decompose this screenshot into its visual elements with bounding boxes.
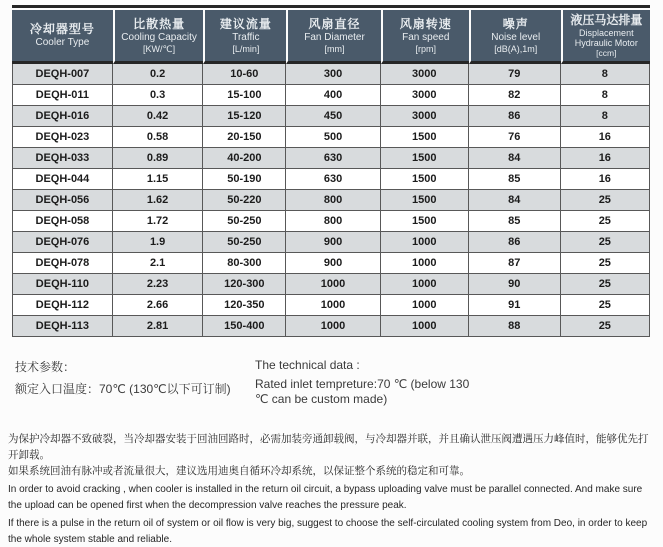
table-row xyxy=(12,169,650,190)
value-cell: 8 xyxy=(561,64,650,85)
value-cell: 1.15 xyxy=(113,169,204,190)
value-cell: 8 xyxy=(561,85,650,106)
value-cell: 25 xyxy=(561,232,650,253)
column-header-en: Noise level xyxy=(491,31,541,43)
value-cell: 84 xyxy=(469,148,561,169)
value-cell: 300 xyxy=(286,64,380,85)
column-header-unit: [mm] xyxy=(324,43,345,54)
note-en-line1: In order to avoid cracking , when cooler is installed in the return oil circuit, a bypass uploading valve must be parallel connected. And make sure the upload can be opened first when the decompression valve reaches the pressure peak. xyxy=(8,484,643,511)
value-cell: 50-250 xyxy=(203,211,286,232)
value-cell: 120-300 xyxy=(203,274,286,295)
value-cell: 84 xyxy=(469,190,561,211)
value-cell: 1000 xyxy=(381,316,469,337)
value-cell: 0.42 xyxy=(113,106,204,127)
value-cell: 1.62 xyxy=(113,190,204,211)
value-cell: 85 xyxy=(469,211,561,232)
model-cell: DEQH-016 xyxy=(12,106,113,127)
value-cell: 85 xyxy=(469,169,561,190)
note-zh-line1: 为保护冷却器不致破裂，当冷却器安装于回油回路时，必需加装旁通卸载阀，与冷却器并联，并且确认泄压阀遭遇压力峰值时，能够优先打开卸载。 xyxy=(8,433,649,461)
value-cell: 0.2 xyxy=(113,64,204,85)
note-zh-line2: 如果系统回油有脉冲或者流量很大，建议选用迪奥自循环冷却系统，以保证整个系统的稳定和可靠。 xyxy=(8,465,470,477)
column-header-zh: 冷却器型号 xyxy=(29,22,95,36)
value-cell: 2.66 xyxy=(113,295,204,316)
value-cell: 50-250 xyxy=(203,232,286,253)
table-row xyxy=(12,127,650,148)
value-cell: 79 xyxy=(469,64,561,85)
value-cell: 16 xyxy=(561,169,650,190)
value-cell: 87 xyxy=(469,253,561,274)
value-cell: 86 xyxy=(469,232,561,253)
value-cell: 80-300 xyxy=(203,253,286,274)
column-header-zh: 风扇直径 xyxy=(308,16,361,31)
table-header-row xyxy=(12,10,650,64)
value-cell: 1.9 xyxy=(113,232,204,253)
model-cell: DEQH-007 xyxy=(12,64,113,85)
tech-params-line-zh: 额定入口温度：70℃ (130℃以下可订制) xyxy=(15,382,231,396)
value-cell: 400 xyxy=(286,85,380,106)
value-cell: 15-120 xyxy=(203,106,286,127)
value-cell: 20-150 xyxy=(203,127,286,148)
value-cell: 86 xyxy=(469,106,561,127)
value-cell: 16 xyxy=(561,127,650,148)
model-cell: DEQH-058 xyxy=(12,211,113,232)
value-cell: 76 xyxy=(469,127,561,148)
tech-params-line-en: Rated inlet tempreture:70 ℃ (below 130 ℃ can be custom made) xyxy=(255,377,470,406)
column-header-unit: [dB(A),1m] xyxy=(494,43,538,54)
tech-params-zh xyxy=(15,358,255,407)
value-cell: 1000 xyxy=(381,253,469,274)
value-cell: 25 xyxy=(561,211,650,232)
value-cell: 1000 xyxy=(381,232,469,253)
column-header-zh: 噪声 xyxy=(502,16,529,31)
value-cell: 3000 xyxy=(381,64,469,85)
value-cell: 16 xyxy=(561,148,650,169)
column-header-unit: [KW/℃] xyxy=(143,43,176,54)
table-row xyxy=(12,64,650,85)
value-cell: 1500 xyxy=(381,127,469,148)
tech-params-en xyxy=(255,358,495,407)
table-row xyxy=(12,211,650,232)
table-row xyxy=(12,148,650,169)
value-cell: 1000 xyxy=(286,316,380,337)
model-cell: DEQH-056 xyxy=(12,190,113,211)
column-header-6 xyxy=(561,10,650,64)
value-cell: 630 xyxy=(286,148,380,169)
value-cell: 0.3 xyxy=(113,85,204,106)
value-cell: 900 xyxy=(286,232,380,253)
value-cell: 50-220 xyxy=(203,190,286,211)
value-cell: 25 xyxy=(561,274,650,295)
value-cell: 500 xyxy=(286,127,380,148)
model-cell: DEQH-044 xyxy=(12,169,113,190)
table-row xyxy=(12,106,650,127)
model-cell: DEQH-113 xyxy=(12,316,113,337)
model-cell: DEQH-076 xyxy=(12,232,113,253)
value-cell: 50-190 xyxy=(203,169,286,190)
value-cell: 2.23 xyxy=(113,274,204,295)
value-cell: 1000 xyxy=(381,274,469,295)
value-cell: 88 xyxy=(469,316,561,337)
tech-params-title-en: The technical data : xyxy=(255,358,360,372)
table-top-border xyxy=(12,5,650,8)
value-cell: 1500 xyxy=(381,190,469,211)
table-row xyxy=(12,232,650,253)
column-header-1 xyxy=(113,10,204,64)
value-cell: 120-350 xyxy=(203,295,286,316)
value-cell: 1000 xyxy=(381,295,469,316)
column-header-3 xyxy=(286,10,380,64)
value-cell: 800 xyxy=(286,190,380,211)
value-cell: 1500 xyxy=(381,169,469,190)
column-header-en: Cooling Capacity xyxy=(121,31,197,43)
value-cell: 2.81 xyxy=(113,316,204,337)
column-header-en: Cooler Type xyxy=(35,37,90,48)
value-cell: 90 xyxy=(469,274,561,295)
value-cell: 8 xyxy=(561,106,650,127)
value-cell: 10-60 xyxy=(203,64,286,85)
value-cell: 25 xyxy=(561,190,650,211)
cooler-spec-table xyxy=(12,10,650,337)
model-cell: DEQH-023 xyxy=(12,127,113,148)
model-cell: DEQH-110 xyxy=(12,274,113,295)
value-cell: 1500 xyxy=(381,148,469,169)
column-header-en: Fan speed xyxy=(402,31,450,43)
value-cell: 40-200 xyxy=(203,148,286,169)
table-row xyxy=(12,253,650,274)
value-cell: 25 xyxy=(561,295,650,316)
column-header-0 xyxy=(12,10,113,64)
table-row xyxy=(12,316,650,337)
model-cell: DEQH-078 xyxy=(12,253,113,274)
column-header-4 xyxy=(381,10,469,64)
value-cell: 1000 xyxy=(286,274,380,295)
value-cell: 25 xyxy=(561,253,650,274)
column-header-en: Traffic xyxy=(232,31,260,43)
value-cell: 1000 xyxy=(286,295,380,316)
value-cell: 1.72 xyxy=(113,211,204,232)
column-header-2 xyxy=(203,10,286,64)
tech-params-section xyxy=(15,358,645,407)
column-header-unit: [rpm] xyxy=(415,43,437,54)
value-cell: 3000 xyxy=(381,106,469,127)
table-row xyxy=(12,274,650,295)
column-header-zh: 比散热量 xyxy=(133,16,186,31)
column-header-zh: 风扇转速 xyxy=(399,16,452,31)
value-cell: 0.89 xyxy=(113,148,204,169)
column-header-zh: 建议流量 xyxy=(219,16,272,31)
model-cell: DEQH-112 xyxy=(12,295,113,316)
column-header-en: Displacement Hydraulic Motor xyxy=(574,28,638,48)
value-cell: 82 xyxy=(469,85,561,106)
tech-params-title-zh: 技术参数： xyxy=(15,360,76,374)
value-cell: 0.58 xyxy=(113,127,204,148)
table-row xyxy=(12,295,650,316)
column-header-unit: [L/min] xyxy=(232,43,260,54)
value-cell: 150-400 xyxy=(203,316,286,337)
value-cell: 15-100 xyxy=(203,85,286,106)
value-cell: 91 xyxy=(469,295,561,316)
value-cell: 1500 xyxy=(381,211,469,232)
column-header-unit: [ccm] xyxy=(596,48,617,58)
value-cell: 3000 xyxy=(381,85,469,106)
value-cell: 800 xyxy=(286,211,380,232)
column-header-zh: 液压马达排量 xyxy=(570,13,643,27)
table-row xyxy=(12,85,650,106)
value-cell: 450 xyxy=(286,106,380,127)
value-cell: 630 xyxy=(286,169,380,190)
value-cell: 900 xyxy=(286,253,380,274)
column-header-en: Fan Diameter xyxy=(304,31,365,43)
notes-section xyxy=(8,431,658,547)
value-cell: 25 xyxy=(561,316,650,337)
note-en-line2: If there is a pulse in the return oil of system or oil flow is very big, suggest to choose the self-circulated cooling system from Deo, in order to keep the whole system stable and reliable. xyxy=(8,518,648,545)
model-cell: DEQH-033 xyxy=(12,148,113,169)
column-header-5 xyxy=(469,10,561,64)
model-cell: DEQH-011 xyxy=(12,85,113,106)
table-row xyxy=(12,190,650,211)
value-cell: 2.1 xyxy=(113,253,204,274)
